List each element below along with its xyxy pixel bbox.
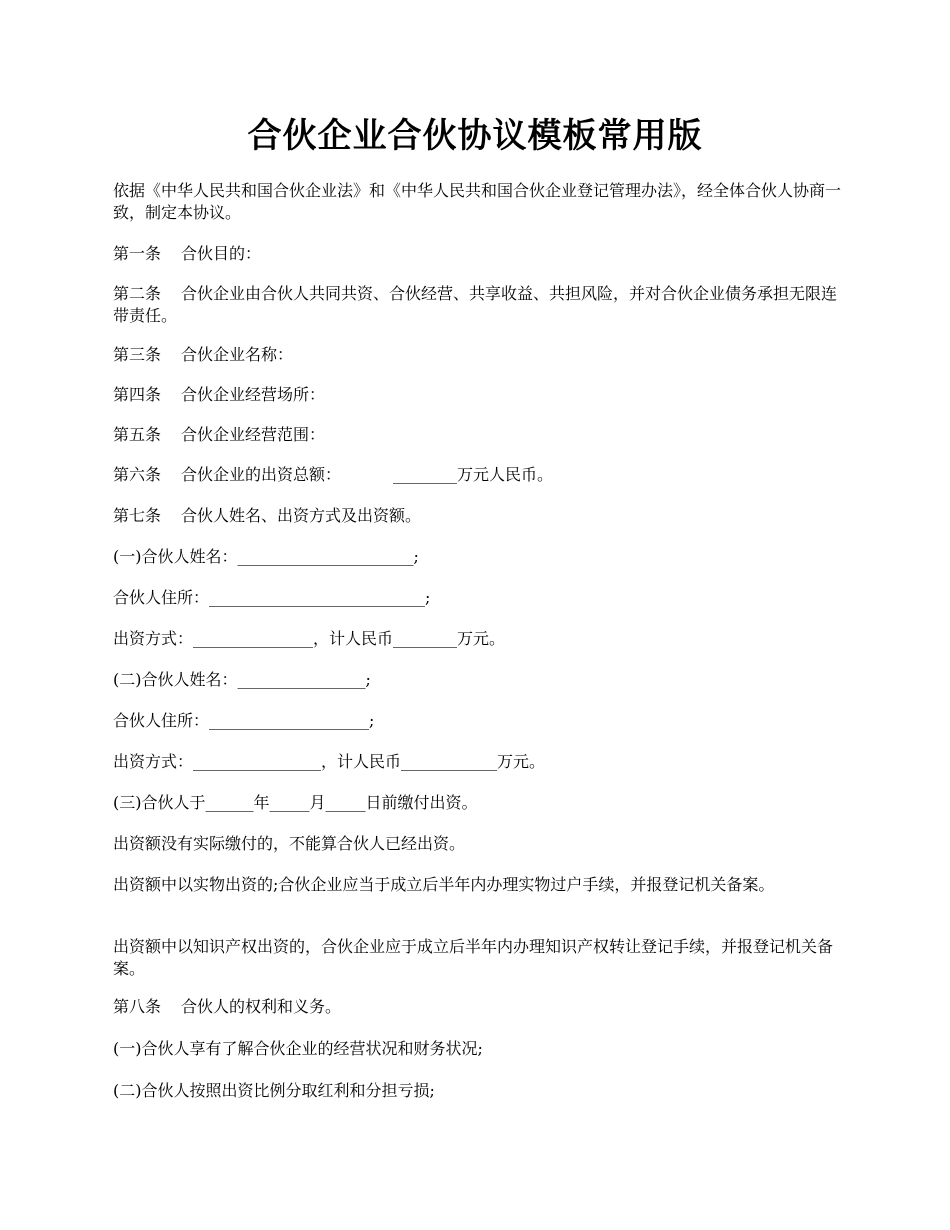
article-7-text: 合伙人姓名、出资方式及出资额。 [181,506,422,525]
article-8-text: 合伙人的权利和义务。 [181,997,342,1016]
partner-1-name: (一)合伙人姓名：______________________; [113,547,419,566]
partner-2-name: (二)合伙人姓名：________________; [113,670,371,689]
partner-1-address: 合伙人住所：___________________________; [113,588,431,607]
article-6 [113,464,843,486]
article-5 [113,424,843,446]
partner-1-contribution: 出资方式：_______________，计人民币________万元。 [113,629,506,648]
right-1: (一)合伙人享有了解合伙企业的经营状况和财务状况; [113,1039,483,1058]
note-unpaid-contribution: 出资额没有实际缴付的，不能算合伙人已经出资。 [113,834,466,853]
article-1 [113,243,843,265]
article-6-label: 第六条 [113,465,162,484]
article-8-label: 第八条 [113,997,162,1016]
right-2: (二)合伙人按照出资比例分取红利和分担亏损; [113,1081,435,1100]
article-1-text: 合伙目的： [181,244,262,263]
article-3-text: 合伙企业名称： [181,345,294,364]
document-title: 合伙企业合伙协议模板常用版 [247,116,703,156]
article-6-amount-blank: ________万元人民币。 [393,465,554,484]
article-8 [113,996,843,1018]
article-5-text: 合伙企业经营范围： [181,425,326,444]
article-2-label: 第二条 [113,284,162,303]
article-7-label: 第七条 [113,506,162,525]
article-2-text: 合伙企业由合伙人共同共资、合伙经营、共享收益、共担风险，并对合伙企业债务承担无限连带责任。 [113,284,838,325]
intro-paragraph: 依据《中华人民共和国合伙企业法》和《中华人民共和国合伙企业登记管理办法》，经全体合伙人协商一致，制定本协议。 [113,181,842,222]
article-4-text: 合伙企业经营场所： [181,385,326,404]
note-in-kind-contribution: 出资额中以实物出资的;合伙企业应当于成立后半年内办理实物过户手续，并报登记机关备案。 [113,875,775,894]
article-6-text: 合伙企业的出资总额： [181,465,342,484]
article-2 [113,283,843,327]
contribution-deadline: (三)合伙人于______年_____月_____日前缴付出资。 [113,793,478,812]
partner-2-address: 合伙人住所：____________________; [113,711,375,730]
article-5-label: 第五条 [113,425,162,444]
article-7 [113,505,843,527]
partner-2-contribution: 出资方式：________________，计人民币____________万元。 [113,752,546,771]
article-3 [113,344,843,366]
article-4 [113,384,843,406]
article-3-label: 第三条 [113,345,162,364]
article-4-label: 第四条 [113,385,162,404]
note-ip-contribution: 出资额中以知识产权出资的，合伙企业应于成立后半年内办理知识产权转让登记手续，并报登记机关备案。 [113,937,834,978]
article-1-label: 第一条 [113,244,162,263]
